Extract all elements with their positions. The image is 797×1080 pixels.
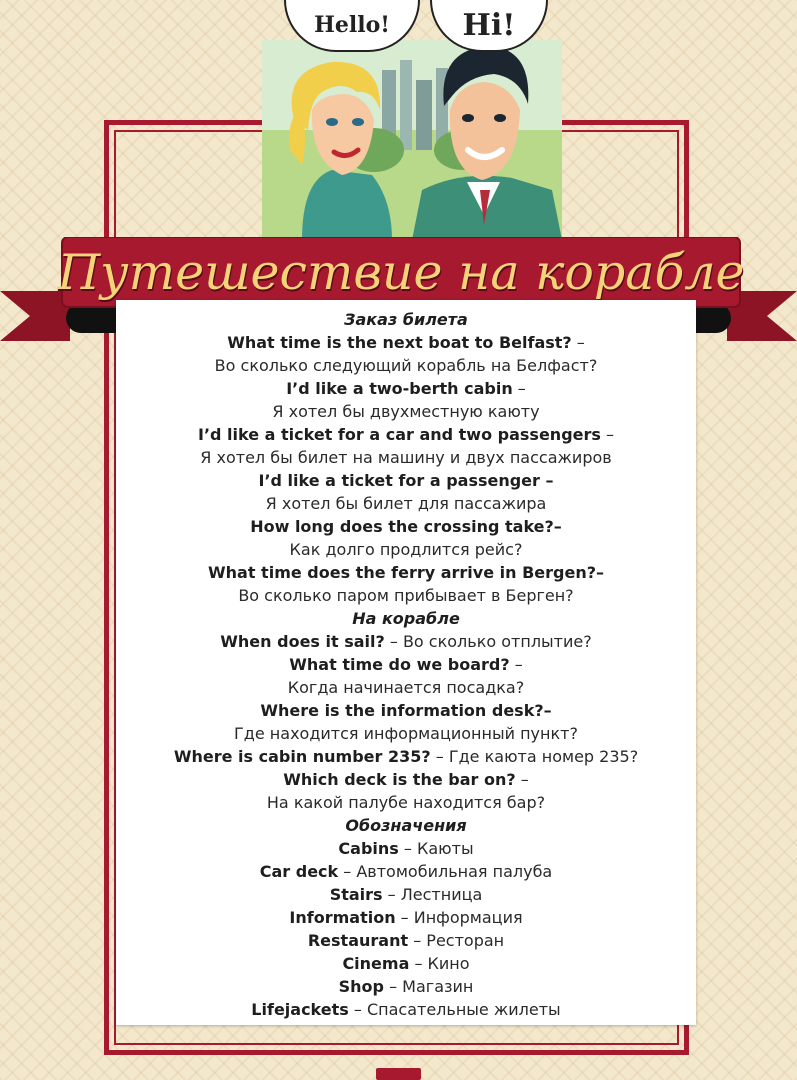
translation-text: – Ресторан [408, 931, 505, 950]
english-phrase: Where is cabin number 235? [173, 747, 431, 766]
section-heading [116, 607, 696, 630]
english-phrase: Information [289, 908, 396, 927]
phrase-line [116, 929, 696, 952]
english-phrase: Shop [338, 977, 384, 996]
english-phrase: What time does the ferry arrive in Bergen?– [208, 563, 604, 582]
phrase-line [116, 538, 696, 561]
translation-text: – Каюты [398, 839, 474, 858]
frame-bottom-ornament [376, 1068, 421, 1080]
phrase-line [116, 584, 696, 607]
translation-text: – [509, 655, 523, 674]
speech-bubble-hi: Hi! [430, 0, 548, 52]
phrase-line [116, 377, 696, 400]
phrase-line [116, 400, 696, 423]
phrase-line [116, 883, 696, 906]
section-heading-text: На корабле [352, 609, 460, 628]
translation-text: Как долго продлится рейс? [289, 540, 523, 559]
translation-text: Я хотел бы билет для пассажира [265, 494, 547, 513]
phrase-line [116, 975, 696, 998]
english-phrase: When does it sail? [220, 632, 385, 651]
translation-text: – Во сколько отплытие? [384, 632, 592, 651]
phrase-line [116, 492, 696, 515]
section-heading-text: Заказ билета [344, 310, 468, 329]
english-phrase: How long does the crossing take?– [250, 517, 562, 536]
page-title: Путешествие на корабле [57, 243, 745, 301]
english-phrase: Which deck is the bar on? [283, 770, 516, 789]
translation-text: – [512, 379, 526, 398]
phrase-line [116, 745, 696, 768]
section-heading [116, 814, 696, 837]
phrase-line [116, 469, 696, 492]
english-phrase: I’d like a two-berth cabin [286, 379, 513, 398]
phrase-line [116, 561, 696, 584]
section-heading [116, 308, 696, 331]
phrase-line [116, 423, 696, 446]
retro-couple-illustration [262, 0, 562, 240]
phrase-line [116, 630, 696, 653]
translation-text: Когда начинается посадка? [287, 678, 525, 697]
english-phrase: What time is the next boat to Belfast? [227, 333, 572, 352]
phrase-line [116, 837, 696, 860]
translation-text: – [600, 425, 614, 444]
translation-text: – Лестница [382, 885, 483, 904]
english-phrase: Stairs [329, 885, 383, 904]
phrase-line [116, 722, 696, 745]
phrase-line [116, 653, 696, 676]
translation-text: – [515, 770, 529, 789]
translation-text: – Информация [395, 908, 523, 927]
translation-text: На какой палубе находится бар? [266, 793, 546, 812]
translation-text: – Где каюта номер 235? [430, 747, 639, 766]
english-phrase: Cabins [338, 839, 399, 858]
phrase-line [116, 676, 696, 699]
translation-text: Где находится информационный пункт? [234, 724, 578, 743]
phrase-line [116, 768, 696, 791]
english-phrase: I’d like a ticket for a car and two passengers [198, 425, 601, 444]
phrase-line [116, 515, 696, 538]
translation-text: Во сколько паром прибывает в Берген? [238, 586, 574, 605]
english-phrase: I’d like a ticket for a passenger – [258, 471, 554, 490]
translation-text: – Кино [409, 954, 470, 973]
translation-text: Во сколько следующий корабль на Белфаст? [214, 356, 598, 375]
section-heading-text: Обозначения [345, 816, 467, 835]
phrase-line [116, 791, 696, 814]
english-phrase: Restaurant [307, 931, 409, 950]
phrase-line [116, 446, 696, 469]
translation-text: Я хотел бы билет на машину и двух пассажиров [200, 448, 612, 467]
phrase-list [116, 308, 696, 1021]
english-phrase: Car deck [259, 862, 339, 881]
phrase-line [116, 906, 696, 929]
english-phrase: Lifejackets [251, 1000, 349, 1019]
phrase-line [116, 699, 696, 722]
phrase-card [116, 300, 696, 1025]
translation-text: – Магазин [384, 977, 474, 996]
english-phrase: What time do we board? [289, 655, 510, 674]
translation-text: Я хотел бы двухместную каюту [272, 402, 540, 421]
phrase-line [116, 331, 696, 354]
phrase-line [116, 860, 696, 883]
translation-text: – Спасательные жилеты [348, 1000, 561, 1019]
phrase-line [116, 354, 696, 377]
translation-text: – Автомобильная палуба [338, 862, 553, 881]
english-phrase: Cinema [342, 954, 410, 973]
speech-bubble-hello: Hello! [284, 0, 420, 52]
translation-text: – [571, 333, 585, 352]
english-phrase: Where is the information desk?– [260, 701, 552, 720]
phrase-line [116, 998, 696, 1021]
phrase-line [116, 952, 696, 975]
